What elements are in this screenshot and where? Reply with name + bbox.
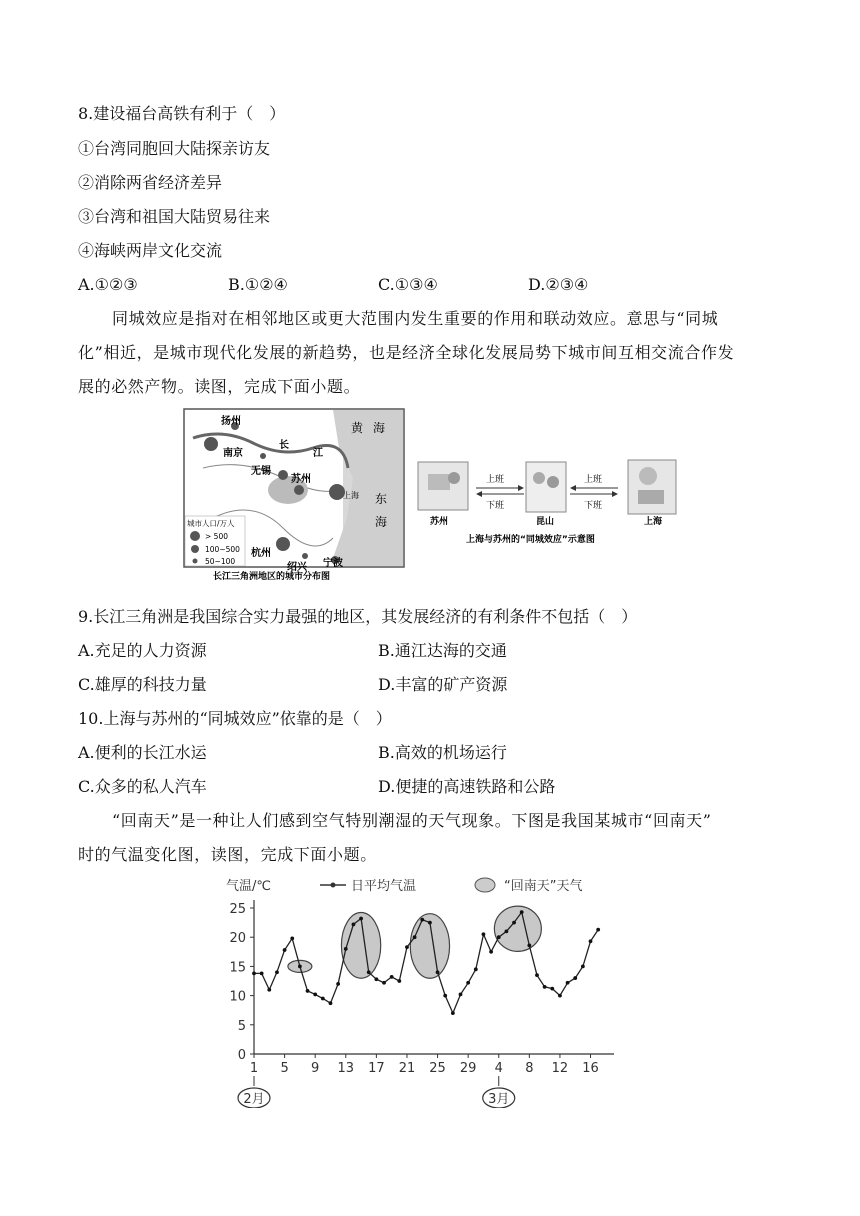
intro2-line2: 时的气温变化图，读图，完成下面小题。 xyxy=(78,845,377,864)
temperature-point xyxy=(596,928,600,932)
city-marker-wuxi xyxy=(278,470,288,480)
intro2-line1: “回南天”是一种让人们感到空气特别潮湿的天气现象。下图是我国某城市“回南天” xyxy=(112,811,712,830)
y-tick-label: 10 xyxy=(229,989,246,1005)
temperature-point xyxy=(359,917,363,921)
map-sea-4: 海 xyxy=(375,515,388,529)
y-tick-label: 25 xyxy=(229,902,246,917)
q8-option-b[interactable]: B.①②④ xyxy=(228,275,288,294)
month-label: 3月 xyxy=(488,1092,510,1107)
temperature-point xyxy=(428,921,432,925)
month-label: 2月 xyxy=(243,1092,265,1107)
place-kunshan: 昆山 xyxy=(536,517,555,527)
temperature-point xyxy=(589,939,593,943)
q8-option-a[interactable]: A.①②③ xyxy=(78,275,138,294)
city-ningbo: 宁波 xyxy=(323,558,343,569)
temperature-point xyxy=(275,970,279,974)
map-legend-title: 城市人口/万人 xyxy=(187,519,235,528)
map-caption: 长江三角洲地区的城市分布图 xyxy=(213,572,331,580)
temperature-point xyxy=(573,976,577,980)
temperature-point xyxy=(558,994,562,998)
temperature-point xyxy=(443,994,447,998)
temperature-point xyxy=(482,932,486,936)
q8-item-1: ①台湾同胞回大陆探亲访友 xyxy=(78,139,271,158)
x-tick-label: 16 xyxy=(582,1061,599,1076)
q8-item-3: ③台湾和祖国大陆贸易往来 xyxy=(78,207,271,226)
temperature-point xyxy=(581,965,585,969)
temperature-point xyxy=(512,921,516,925)
x-tick-label: 17 xyxy=(368,1061,385,1076)
intro1-line2: 化”相近，是城市现代化发展的新趋势，也是经济全球化发展局势下城市间互相交流合作发 xyxy=(78,343,735,362)
x-tick-label: 25 xyxy=(429,1061,446,1076)
x-tick-label: 1 xyxy=(249,1061,259,1076)
q10-option-c[interactable]: C.众多的私人汽车 xyxy=(78,777,207,796)
x-tick-label: 12 xyxy=(551,1061,569,1076)
yangtze-delta-map xyxy=(183,408,405,580)
temperature-point xyxy=(527,943,531,947)
arrow-label-3: 上班 xyxy=(584,475,603,485)
temperature-point xyxy=(405,945,409,949)
city-marker-suzhou xyxy=(294,485,304,495)
temperature-point xyxy=(298,965,302,969)
y-tick-label: 0 xyxy=(237,1048,246,1063)
q9-option-d[interactable]: D.丰富的矿产资源 xyxy=(378,675,508,694)
temperature-point xyxy=(374,977,378,981)
temperature-point xyxy=(313,993,317,997)
city-nanjing: 南京 xyxy=(223,448,243,459)
river-char-2: 江 xyxy=(313,448,323,459)
temperature-point xyxy=(543,985,547,989)
temperature-point xyxy=(451,1011,455,1015)
intro-same-city-effect xyxy=(78,302,778,404)
temperature-point xyxy=(397,979,401,983)
place-suzhou: 苏州 xyxy=(430,517,449,527)
chart-ylabel: 气温/℃ xyxy=(226,879,271,894)
city-marker-nanjing xyxy=(204,437,218,451)
city-shaoxing: 绍兴 xyxy=(287,562,307,573)
kunshan-picture xyxy=(526,462,566,512)
q8-option-c[interactable]: C.①③④ xyxy=(378,275,438,294)
temperature-point xyxy=(367,970,371,974)
q10-option-a[interactable]: A.便利的长江水运 xyxy=(78,743,207,762)
arrow-label-2: 下班 xyxy=(486,501,505,511)
city-marker-shaoxing xyxy=(302,553,308,559)
temperature-point xyxy=(489,950,493,954)
q10-option-b[interactable]: B.高效的机场运行 xyxy=(378,743,507,762)
temperature-point xyxy=(504,929,508,933)
city-marker-hangzhou xyxy=(276,537,290,551)
humid-period-ellipse xyxy=(494,906,541,951)
river-char-1: 长 xyxy=(279,440,289,451)
map-sea-1: 黄 xyxy=(351,421,364,435)
intro-humid-weather xyxy=(78,804,778,872)
legend-ellipse-swatch xyxy=(475,878,495,892)
map-legend-3: 50~100 xyxy=(205,557,236,566)
temperature-point xyxy=(497,935,501,939)
temperature-point xyxy=(535,973,539,977)
q9-option-a[interactable]: A.充足的人力资源 xyxy=(78,641,207,660)
q10-option-d[interactable]: D.便捷的高速铁路和公路 xyxy=(378,777,556,796)
temperature-point xyxy=(459,993,463,997)
temperature-point xyxy=(260,972,264,976)
legend-temperature: 日平均气温 xyxy=(351,879,417,894)
q8-item-4: ④海峡两岸文化交流 xyxy=(78,241,223,260)
temperature-point xyxy=(344,947,348,951)
x-tick-label: 4 xyxy=(494,1061,503,1076)
x-tick-label: 13 xyxy=(337,1061,355,1076)
city-wuxi: 无锡 xyxy=(251,466,271,477)
temperature-point xyxy=(267,988,271,992)
effect-caption: 上海与苏州的“同城效应”示意图 xyxy=(466,535,595,545)
q8-item-2: ②消除两省经济差异 xyxy=(78,173,223,192)
city-marker-small xyxy=(260,453,266,459)
temperature-point xyxy=(283,948,287,952)
map-legend-1: > 500 xyxy=(205,532,228,541)
temperature-point xyxy=(520,910,524,914)
x-tick-label: 9 xyxy=(311,1061,320,1076)
temperature-point xyxy=(550,987,554,991)
x-tick-label: 29 xyxy=(459,1061,477,1076)
temperature-point xyxy=(382,981,386,985)
intro1-line1: 同城效应是指对在相邻地区或更大范围内发生重要的作用和联动效应。意思与“同城 xyxy=(112,309,719,328)
temperature-point xyxy=(321,997,325,1001)
q9-option-b[interactable]: B.通江达海的交通 xyxy=(378,641,507,660)
map-sea-2: 海 xyxy=(373,421,386,435)
temperature-chart xyxy=(214,868,634,1108)
y-tick-label: 15 xyxy=(229,960,246,976)
x-tick-label: 21 xyxy=(398,1061,416,1076)
x-tick-label: 5 xyxy=(280,1061,289,1076)
intro1-line3: 展的必然产物。读图，完成下面小题。 xyxy=(78,377,361,396)
temperature-point xyxy=(420,918,424,922)
temperature-point xyxy=(566,981,570,985)
temperature-point xyxy=(436,970,440,974)
temperature-point xyxy=(290,936,294,940)
city-shanghai: 上海 xyxy=(343,491,359,500)
temperature-point xyxy=(413,935,417,939)
temperature-point xyxy=(329,1001,333,1005)
q8-option-d[interactable]: D.②③④ xyxy=(528,275,589,294)
q8-stem: 8.建设福台高铁有利于（ ） xyxy=(78,104,286,123)
city-yangzhou: 扬州 xyxy=(221,416,241,427)
q9-stem: 9.长江三角洲是我国综合实力最强的地区，其发展经济的有利条件不包括（ ） xyxy=(78,607,638,626)
x-tick-label: 8 xyxy=(525,1061,534,1076)
q10-stem: 10.上海与苏州的“同城效应”依靠的是（ ） xyxy=(78,709,392,728)
city-hangzhou: 杭州 xyxy=(251,548,271,559)
y-tick-label: 5 xyxy=(237,1018,246,1034)
map-sea-3: 东 xyxy=(375,492,388,506)
y-tick-label: 20 xyxy=(229,931,246,947)
arrow-label-4: 下班 xyxy=(584,501,603,511)
temperature-point xyxy=(474,967,478,971)
temperature-point xyxy=(466,981,470,985)
temperature-point xyxy=(352,922,356,926)
same-city-effect-diagram xyxy=(408,440,680,548)
place-shanghai: 上海 xyxy=(644,517,663,527)
q9-option-c[interactable]: C.雄厚的科技力量 xyxy=(78,675,207,694)
legend-humid-weather: “回南天”天气 xyxy=(504,879,583,894)
map-legend-2: 100~500 xyxy=(205,545,240,554)
temperature-point xyxy=(306,989,310,993)
city-suzhou: 苏州 xyxy=(291,474,311,485)
temperature-point xyxy=(336,982,340,986)
temperature-point xyxy=(390,975,394,979)
temperature-point xyxy=(252,972,256,976)
arrow-label-1: 上班 xyxy=(486,475,505,485)
